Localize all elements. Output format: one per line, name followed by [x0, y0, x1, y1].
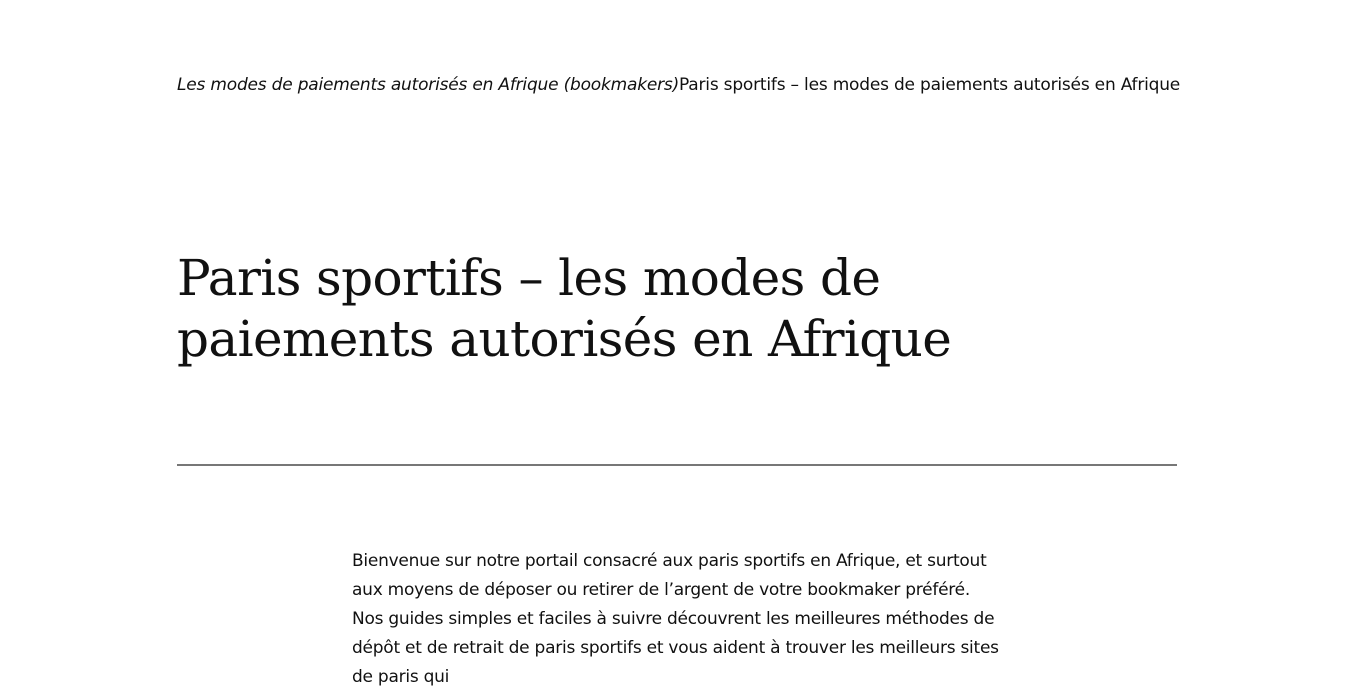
title-divider — [177, 464, 1177, 466]
page-title: Paris sportifs – les modes de paiements autorisés en Afrique — [177, 249, 952, 368]
site-header — [177, 70, 1181, 100]
intro-paragraph: Bienvenue sur notre portail consacré aux paris sportifs en Afrique, et surtout aux moyens de déposer ou retirer de l’argent de votre bookmaker préféré. Nos guides simples et faciles à suivre découvrent les meilleures méthodes de dépôt et de retrait de paris sportifs et vous aident à trouver les meilleurs sites de paris qui — [352, 551, 999, 687]
nav-item-paris-sportifs[interactable]: Paris sportifs – les modes de paiements autorisés en Afrique — [679, 75, 1181, 95]
primary-navigation — [679, 75, 1180, 95]
site-title-link[interactable]: Les modes de paiements autorisés en Afrique (bookmakers) — [177, 75, 679, 95]
